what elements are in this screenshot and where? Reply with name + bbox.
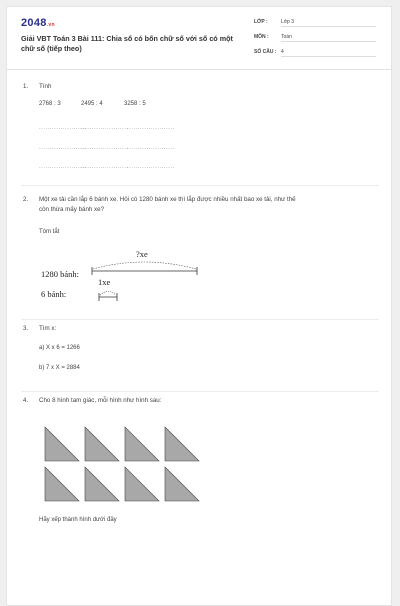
q1-expr-2: 2495 : 4 xyxy=(81,101,103,107)
section-divider xyxy=(21,185,379,186)
question-text: Tính xyxy=(39,83,52,90)
diagram-label-per: 6 bánh: xyxy=(41,289,67,299)
q1-expr-3: 3258 : 5 xyxy=(124,101,146,107)
question-1-title xyxy=(23,83,51,90)
long-brace xyxy=(93,262,196,269)
worksheet xyxy=(6,6,392,606)
question-3-title xyxy=(23,325,56,332)
segment-diagram xyxy=(87,257,207,305)
triangle-shape xyxy=(85,467,119,501)
meta-label: LỚP : xyxy=(254,19,268,25)
meta-value: 4 xyxy=(281,49,376,57)
short-brace xyxy=(100,292,116,296)
q3-part-b: b) 7 x X = 2884 xyxy=(39,365,80,371)
question-text-continued: còn thừa mấy bánh xe? xyxy=(39,206,105,213)
triangle-shape xyxy=(165,427,199,461)
diagram-label-unknown: ?xe xyxy=(136,249,148,259)
answer-dots: ...................... xyxy=(81,125,129,131)
diagram-label-one: 1xe xyxy=(98,277,111,287)
question-4-title xyxy=(23,397,161,404)
q3-part-a: a) X x 6 = 1266 xyxy=(39,345,80,351)
logo-main-text: 2048 xyxy=(21,17,47,29)
question-number: 2. xyxy=(23,196,29,203)
question-number: 1. xyxy=(23,83,29,90)
diagram-label-total: 1280 bánh: xyxy=(41,269,80,279)
triangle-shape xyxy=(45,467,79,501)
question-number: 3. xyxy=(23,325,29,332)
q1-expr-1: 2768 : 3 xyxy=(39,101,61,107)
summary-label: Tóm tắt xyxy=(39,229,60,235)
triangle-grid xyxy=(43,425,213,509)
question-text: Tìm x: xyxy=(39,325,57,332)
answer-dots: ...................... xyxy=(81,164,129,170)
answer-dots: ...................... xyxy=(39,125,87,131)
triangle-shape xyxy=(125,467,159,501)
meta-row-class xyxy=(254,19,379,27)
question-2-title xyxy=(23,195,378,215)
triangle-shape xyxy=(125,427,159,461)
meta-label: MÔN : xyxy=(254,34,269,40)
question-text: Một xe tải cần lắp 6 bánh xe. Hỏi có 1280 bánh xe thì lắp được nhiều nhất bao xe tải, như thế xyxy=(39,196,296,203)
answer-dots: ...................... xyxy=(39,145,87,151)
meta-row-count xyxy=(254,49,379,57)
meta-label: SỐ CÂU : xyxy=(254,49,277,55)
section-divider xyxy=(21,319,379,320)
question-number: 4. xyxy=(23,397,29,404)
section-divider xyxy=(21,391,379,392)
triangle-shape xyxy=(85,427,119,461)
header-divider xyxy=(7,69,391,70)
answer-dots: ...................... xyxy=(127,145,175,151)
meta-value: Lớp 3 xyxy=(281,19,376,27)
q4-caption: Hãy xếp thành hình dưới đây xyxy=(39,517,117,523)
answer-dots: ...................... xyxy=(127,164,175,170)
meta-row-subject xyxy=(254,34,379,42)
page-title: Giải VBT Toán 3 Bài 111: Chia số có bốn chữ số với số có một chữ số (tiếp theo) xyxy=(21,34,233,53)
triangle-shape xyxy=(165,467,199,501)
answer-dots: ...................... xyxy=(39,164,87,170)
logo-sub-text: .vn xyxy=(46,22,55,28)
meta-value: Toán xyxy=(281,34,376,42)
answer-dots: ...................... xyxy=(127,125,175,131)
question-text: Cho 8 hình tam giác, mỗi hình như hình sau: xyxy=(39,397,162,404)
answer-dots: ...................... xyxy=(81,145,129,151)
site-logo[interactable] xyxy=(21,17,55,29)
triangle-shape xyxy=(45,427,79,461)
